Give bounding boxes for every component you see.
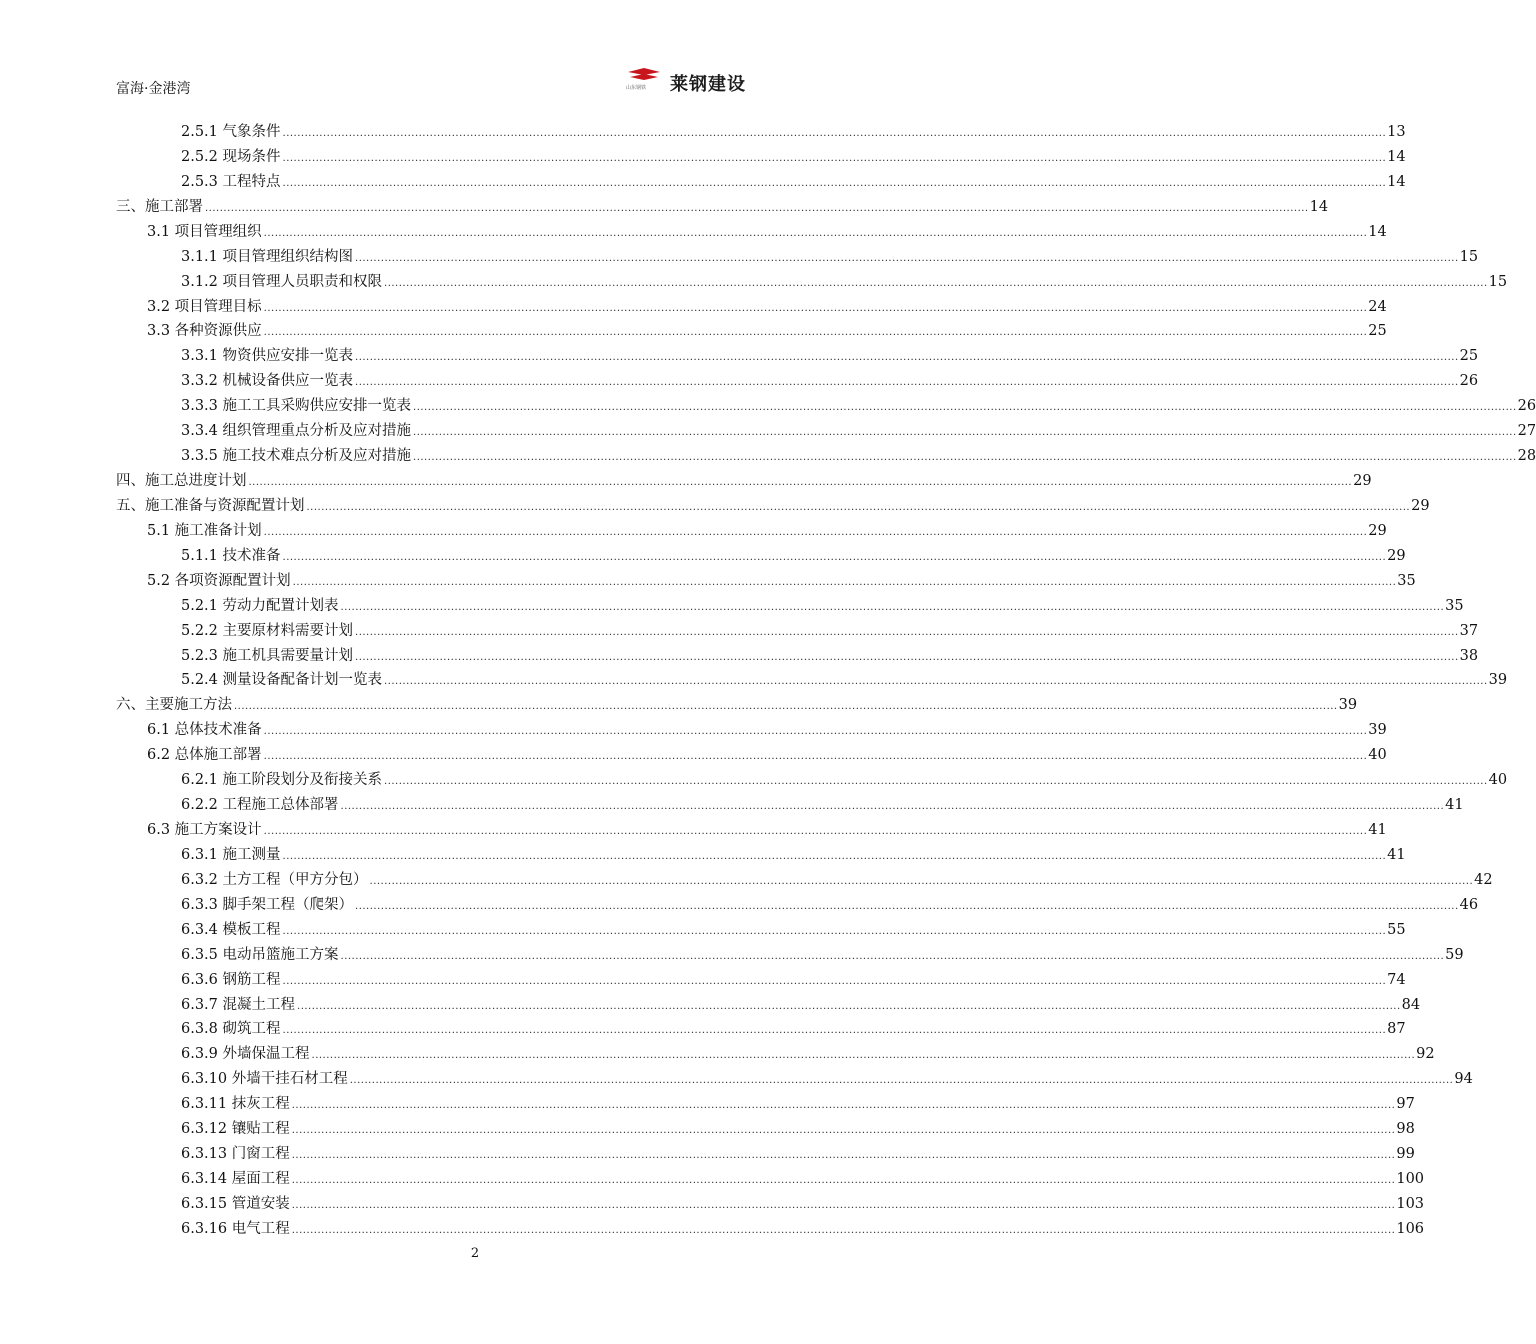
toc-entry-label: 5.2.3 施工机具需要量计划: [181, 647, 354, 664]
toc-entry-page: 39: [1368, 722, 1387, 739]
toc-entry[interactable]: [181, 1217, 1425, 1241]
dot-leader: ............................................................................................................................................................................................................................................................................................................: [291, 1150, 1396, 1162]
dot-leader: ............................................................................................................................................................................................................................................................................................................: [282, 925, 1387, 937]
toc-entry-page: 103: [1396, 1195, 1425, 1212]
toc-entry[interactable]: [181, 1042, 1435, 1066]
toc-entry-label: 3.1.2 项目管理人员职责和权限: [181, 273, 383, 290]
toc-entry-label: 6.3.5 电动吊篮施工方案: [181, 946, 339, 963]
toc-entry-page: 87: [1387, 1021, 1406, 1038]
dot-leader: ............................................................................................................................................................................................................................................................................................................: [384, 776, 1488, 788]
logo-mark-icon: [626, 66, 666, 86]
toc-entry-page: 14: [1387, 148, 1406, 165]
toc-entry[interactable]: [181, 968, 1406, 992]
toc-entry[interactable]: [181, 993, 1421, 1017]
toc-entry-page: 98: [1396, 1121, 1415, 1138]
toc-entry-page: 29: [1411, 497, 1430, 514]
toc-entry-page: 41: [1368, 822, 1387, 839]
toc-entry-page: 42: [1474, 871, 1493, 888]
dot-leader: ............................................................................................................................................................................................................................................................................................................: [205, 202, 1309, 214]
toc-entry-page: 41: [1445, 797, 1464, 814]
toc-entry-label: 三、施工部署: [116, 198, 203, 215]
toc-entry-page: 40: [1488, 772, 1508, 789]
toc-entry[interactable]: [181, 344, 1479, 368]
toc-entry-page: 15: [1488, 273, 1508, 290]
dot-leader: ............................................................................................................................................................................................................................................................................................................: [369, 875, 1474, 887]
toc-entry-page: 74: [1387, 971, 1406, 988]
toc-entry-page: 37: [1459, 622, 1479, 639]
toc-entry[interactable]: [181, 918, 1406, 942]
toc-entry-label: 6.3.10 外墙干挂石材工程: [181, 1071, 348, 1088]
dot-leader: ............................................................................................................................................................................................................................................................................................................: [291, 1125, 1396, 1137]
toc-entry[interactable]: [147, 743, 1387, 767]
toc-entry-page: 97: [1396, 1096, 1415, 1113]
toc-entry-label: 2.5.2 现场条件: [181, 148, 281, 165]
toc-entry-label: 6.3.13 门窗工程: [181, 1146, 290, 1163]
toc-entry[interactable]: [116, 195, 1329, 219]
toc-entry-label: 6.2 总体施工部署: [147, 747, 262, 764]
toc-entry-label: 3.3.4 组织管理重点分析及应对措施: [181, 423, 412, 440]
toc-entry[interactable]: [181, 145, 1406, 169]
toc-entry[interactable]: [181, 120, 1406, 144]
toc-entry-page: 28: [1517, 448, 1536, 465]
dot-leader: ............................................................................................................................................................................................................................................................................................................: [297, 1000, 1401, 1012]
toc-entry-label: 6.3.3 脚手架工程（爬架）: [181, 896, 354, 913]
logo-subtext: 山东钢铁: [626, 85, 647, 91]
toc-entry[interactable]: [147, 319, 1387, 343]
toc-entry-label: 6.3.7 混凝土工程: [181, 996, 296, 1013]
toc-entry-label: 3.3 各种资源供应: [147, 323, 262, 340]
toc-entry[interactable]: [181, 444, 1536, 468]
dot-leader: ............................................................................................................................................................................................................................................................................................................: [263, 526, 1368, 538]
page-number: 2: [470, 1246, 480, 1261]
dot-leader: ............................................................................................................................................................................................................................................................................................................: [282, 128, 1387, 139]
dot-leader: ............................................................................................................................................................................................................................................................................................................: [263, 227, 1368, 239]
toc-entry-page: 14: [1387, 173, 1406, 190]
toc-entry-page: 35: [1445, 597, 1464, 614]
toc-entry-label: 五、施工准备与资源配置计划: [116, 497, 305, 514]
dot-leader: ............................................................................................................................................................................................................................................................................................................: [282, 1025, 1387, 1037]
toc-entry-label: 6.1 总体技术准备: [147, 722, 262, 739]
toc-entry-label: 6.3.1 施工测量: [181, 846, 281, 863]
toc-entry-page: 14: [1309, 198, 1329, 215]
toc-entry[interactable]: [116, 469, 1372, 493]
toc-entry-page: 106: [1396, 1220, 1425, 1237]
toc-entry-page: 92: [1416, 1046, 1435, 1063]
toc-entry-label: 3.1 项目管理组织: [147, 223, 262, 240]
toc-entry[interactable]: [181, 768, 1508, 792]
dot-leader: ............................................................................................................................................................................................................................................................................................................: [340, 950, 1445, 962]
toc-entry-page: 24: [1368, 298, 1387, 315]
toc-entry-page: 15: [1459, 248, 1479, 265]
dot-leader: ............................................................................................................................................................................................................................................................................................................: [282, 177, 1387, 189]
dot-leader: ............................................................................................................................................................................................................................................................................................................: [291, 1199, 1396, 1211]
dot-leader: ............................................................................................................................................................................................................................................................................................................: [282, 975, 1387, 987]
dot-leader: ............................................................................................................................................................................................................................................................................................................: [291, 1175, 1396, 1187]
toc-entry[interactable]: [181, 1017, 1406, 1041]
logo-text: 莱钢建设: [670, 74, 746, 95]
dot-leader: ............................................................................................................................................................................................................................................................................................................: [311, 1050, 1416, 1062]
dot-leader: ............................................................................................................................................................................................................................................................................................................: [355, 377, 1459, 389]
toc-entry[interactable]: [181, 868, 1493, 892]
dot-leader: ............................................................................................................................................................................................................................................................................................................: [413, 452, 1517, 464]
dot-leader: ............................................................................................................................................................................................................................................................................................................: [349, 1075, 1454, 1087]
toc-entry-label: 5.1.1 技术准备: [181, 547, 281, 564]
dot-leader: ............................................................................................................................................................................................................................................................................................................: [413, 427, 1517, 439]
dot-leader: ............................................................................................................................................................................................................................................................................................................: [263, 726, 1368, 738]
toc-entry-page: 39: [1338, 697, 1358, 714]
dot-leader: ............................................................................................................................................................................................................................................................................................................: [263, 327, 1368, 339]
toc-entry-label: 5.2.4 测量设备配备计划一览表: [181, 672, 383, 689]
toc-entry[interactable]: [181, 1167, 1425, 1191]
toc-entry-page: 41: [1387, 846, 1406, 863]
toc-entry[interactable]: [181, 245, 1479, 269]
toc-entry-page: 26: [1517, 398, 1536, 415]
toc-entry[interactable]: [147, 220, 1387, 244]
toc-entry-label: 6.3.12 镶贴工程: [181, 1121, 290, 1138]
toc-entry-page: 27: [1517, 423, 1536, 440]
toc-entry[interactable]: [181, 1092, 1415, 1116]
toc-entry-label: 5.2 各项资源配置计划: [147, 572, 291, 589]
toc-entry-label: 六、主要施工方法: [116, 697, 232, 714]
toc-entry-label: 6.3.6 钢筋工程: [181, 971, 281, 988]
toc-entry[interactable]: [181, 619, 1479, 643]
toc-entry-page: 26: [1459, 373, 1479, 390]
toc-entry-page: 29: [1353, 473, 1372, 490]
toc-entry[interactable]: [181, 793, 1464, 817]
toc-entry[interactable]: [181, 594, 1464, 618]
toc-entry-page: 38: [1459, 647, 1479, 664]
dot-leader: ............................................................................................................................................................................................................................................................................................................: [355, 352, 1459, 364]
toc-entry-page: 35: [1397, 572, 1416, 589]
toc-entry[interactable]: [181, 943, 1464, 967]
dot-leader: ............................................................................................................................................................................................................................................................................................................: [248, 477, 1353, 489]
toc-entry-label: 3.2 项目管理目标: [147, 298, 262, 315]
toc-entry-label: 3.3.5 施工技术难点分析及应对措施: [181, 448, 412, 465]
toc-entry-page: 94: [1454, 1071, 1473, 1088]
toc-entry[interactable]: [181, 394, 1536, 418]
toc-entry-page: 59: [1445, 946, 1464, 963]
dot-leader: ............................................................................................................................................................................................................................................................................................................: [263, 751, 1368, 763]
toc-entry-label: 3.3.1 物资供应安排一览表: [181, 348, 354, 365]
toc-entry-page: 25: [1459, 348, 1479, 365]
toc-entry-page: 29: [1368, 522, 1387, 539]
toc-entry-label: 6.3.4 模板工程: [181, 921, 281, 938]
dot-leader: ............................................................................................................................................................................................................................................................................................................: [340, 801, 1445, 813]
toc-entry[interactable]: [181, 644, 1479, 668]
project-title: 富海·金港湾: [116, 81, 191, 97]
toc-entry[interactable]: [181, 170, 1406, 194]
dot-leader: ............................................................................................................................................................................................................................................................................................................: [355, 900, 1459, 912]
toc-entry[interactable]: [181, 1142, 1415, 1166]
toc-entry[interactable]: [147, 569, 1416, 593]
toc-entry-label: 6.3.15 管道安装: [181, 1195, 290, 1212]
dot-leader: ............................................................................................................................................................................................................................................................................................................: [291, 1224, 1396, 1236]
toc-entry-page: 40: [1368, 747, 1387, 764]
toc-entry-page: 55: [1387, 921, 1406, 938]
toc-entry[interactable]: [181, 270, 1508, 294]
toc-entry-page: 25: [1368, 323, 1387, 340]
toc-entry[interactable]: [181, 893, 1479, 917]
toc-entry-label: 5.2.2 主要原材料需要计划: [181, 622, 354, 639]
toc-entry-page: 13: [1387, 124, 1406, 140]
toc-entry-label: 四、施工总进度计划: [116, 473, 247, 490]
toc-entry-label: 6.3.9 外墙保温工程: [181, 1046, 310, 1063]
toc-entry-page: 100: [1396, 1171, 1425, 1188]
dot-leader: ............................................................................................................................................................................................................................................................................................................: [263, 826, 1368, 838]
dot-leader: ............................................................................................................................................................................................................................................................................................................: [355, 626, 1459, 638]
toc-entry[interactable]: [181, 843, 1406, 867]
toc-entry-label: 3.3.2 机械设备供应一览表: [181, 373, 354, 390]
toc-entry[interactable]: [181, 544, 1406, 568]
toc-entry[interactable]: [181, 1117, 1415, 1141]
toc-entry[interactable]: [116, 494, 1430, 518]
dot-leader: ............................................................................................................................................................................................................................................................................................................: [340, 601, 1445, 613]
toc-entry[interactable]: [181, 1192, 1425, 1216]
toc-entry-page: 39: [1488, 672, 1508, 689]
toc-entry-label: 3.3.3 施工工具采购供应安排一览表: [181, 398, 412, 415]
dot-leader: ............................................................................................................................................................................................................................................................................................................: [263, 302, 1368, 314]
toc-entry-label: 6.3 施工方案设计: [147, 822, 262, 839]
toc-entry-label: 6.3.2 土方工程（甲方分包）: [181, 871, 368, 888]
dot-leader: ............................................................................................................................................................................................................................................................................................................: [355, 651, 1459, 663]
toc-entry-page: 99: [1396, 1146, 1415, 1163]
dot-leader: ............................................................................................................................................................................................................................................................................................................: [292, 576, 1397, 588]
toc-entry-label: 2.5.1 气象条件: [181, 124, 281, 140]
toc-entry-label: 6.3.8 砌筑工程: [181, 1021, 281, 1038]
dot-leader: ............................................................................................................................................................................................................................................................................................................: [306, 501, 1411, 513]
dot-leader: ............................................................................................................................................................................................................................................................................................................: [291, 1100, 1396, 1112]
toc-entry[interactable]: [147, 718, 1387, 742]
toc-entry-page: 46: [1459, 896, 1479, 913]
toc-entry[interactable]: [181, 668, 1508, 692]
toc-entry-label: 5.2.1 劳动力配置计划表: [181, 597, 339, 614]
toc-entry[interactable]: [116, 693, 1358, 717]
toc-entry-page: 84: [1401, 996, 1421, 1013]
toc-entry-label: 6.2.2 工程施工总体部署: [181, 797, 339, 814]
toc-entry-label: 5.1 施工准备计划: [147, 522, 262, 539]
toc-entry[interactable]: [181, 369, 1479, 393]
dot-leader: ............................................................................................................................................................................................................................................................................................................: [355, 252, 1459, 264]
toc-entry[interactable]: [147, 818, 1387, 842]
toc-entry-page: 29: [1387, 547, 1406, 564]
dot-leader: ............................................................................................................................................................................................................................................................................................................: [282, 152, 1387, 164]
toc-entry-label: 6.2.1 施工阶段划分及衔接关系: [181, 772, 383, 789]
dot-leader: ............................................................................................................................................................................................................................................................................................................: [384, 277, 1488, 289]
toc-entry[interactable]: [181, 1067, 1473, 1091]
toc-entry-label: 6.3.14 屋面工程: [181, 1171, 290, 1188]
toc-entry-label: 2.5.3 工程特点: [181, 173, 281, 190]
toc-entry-label: 6.3.16 电气工程: [181, 1220, 290, 1237]
dot-leader: ............................................................................................................................................................................................................................................................................................................: [413, 402, 1517, 414]
toc-entry-label: 6.3.11 抹灰工程: [181, 1096, 290, 1113]
toc-entry-page: 14: [1368, 223, 1387, 240]
toc-entry[interactable]: [147, 519, 1387, 543]
toc-entry[interactable]: [147, 295, 1387, 319]
company-logo: [626, 66, 776, 96]
dot-leader: ............................................................................................................................................................................................................................................................................................................: [234, 701, 1338, 713]
dot-leader: ............................................................................................................................................................................................................................................................................................................: [384, 676, 1488, 688]
dot-leader: ............................................................................................................................................................................................................................................................................................................: [282, 850, 1387, 862]
dot-leader: ............................................................................................................................................................................................................................................................................................................: [282, 551, 1387, 563]
toc-entry-label: 3.1.1 项目管理组织结构图: [181, 248, 354, 265]
toc-entry[interactable]: [181, 419, 1536, 443]
